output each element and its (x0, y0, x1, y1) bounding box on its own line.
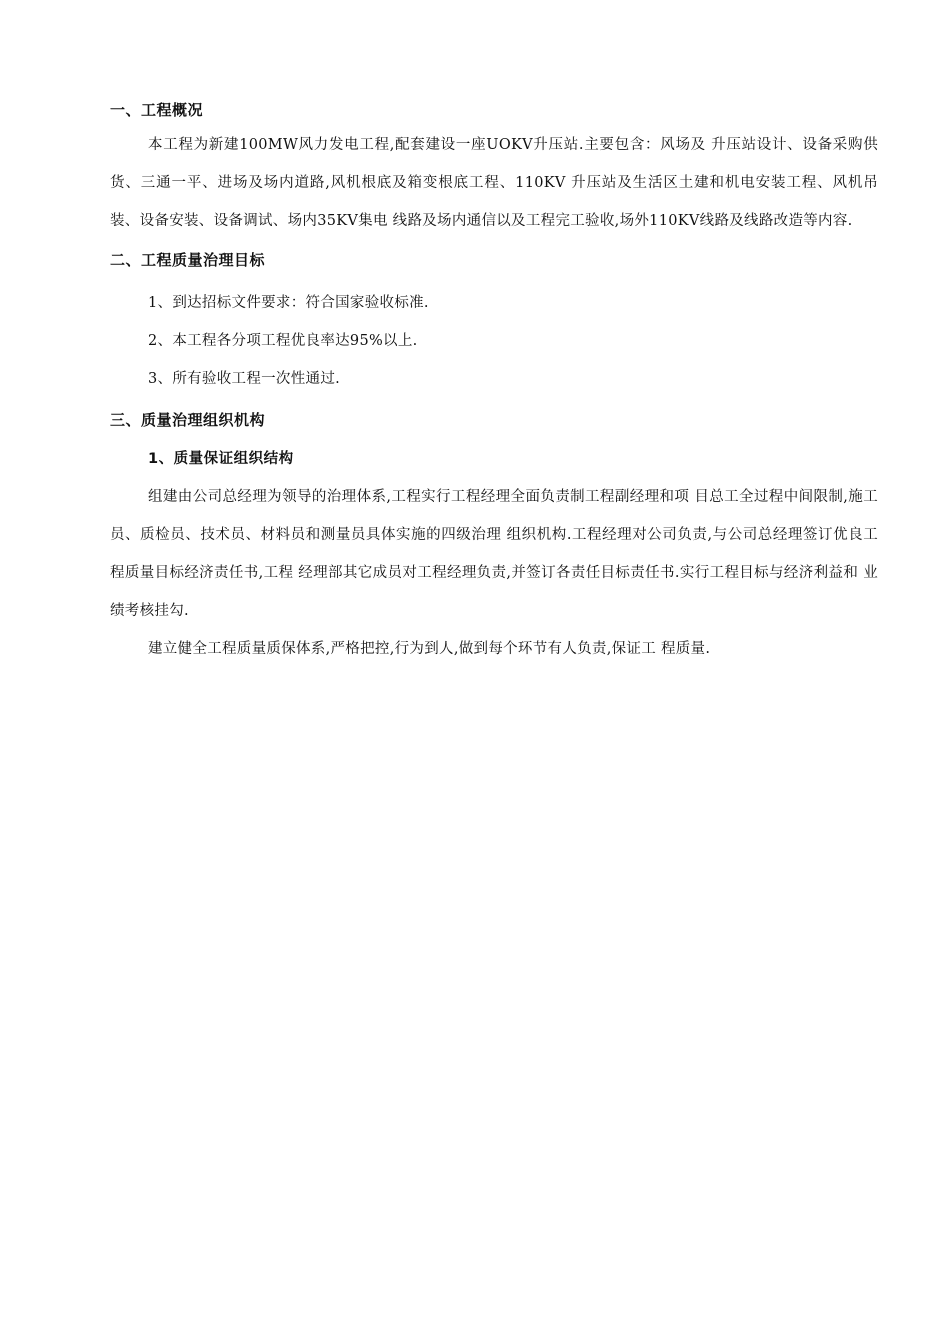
section-1-heading: 一、工程概况 (110, 101, 204, 119)
section-3-subheading: 1、质量保证组织结构 (148, 451, 294, 467)
document-page (110, 96, 878, 668)
goal-item-3: 3、所有验收工程一次性通过. (148, 371, 341, 387)
goal-item-2: 2、本工程各分项工程优良率达95%以上. (148, 333, 418, 349)
section-3-paragraph-2: 建立健全工程质量质保体系,严格把控,行为到人,做到每个环节有人负责,保证工 程质量. (148, 641, 711, 657)
section-3-heading: 三、质量治理组织机构 (110, 411, 266, 429)
section-1-paragraph: 本工程为新建100MW风力发电工程,配套建设一座UOKV升压站.主要包含：风场及 升压站设计、设备采购供货、三通一平、进场及场内道路,风机根底及箱变根底工程、110KV 升压站及生活区土建和机电安装工程、风机吊装、设备安装、设备调试、场内35KV集电 线路及场内通信以及工程完工验收,场外110KV线路及线路改造等内容. (110, 137, 878, 229)
section-3-paragraph-1: 组建由公司总经理为领导的治理体系,工程实行工程经理全面负责制工程副经理和项 目总工全过程中间限制,施工员、质检员、技术员、材料员和测量员具体实施的四级治理 组织机构.工程经理对公司负责,与公司总经理签订优良工程质量目标经济责任书,工程 经理部其它成员对工程经理负责,并签订各责任目标责任书.实行工程目标与经济利益和 业绩考核挂勾. (110, 489, 878, 619)
goal-item-1: 1、到达招标文件要求：符合国家验收标准. (148, 295, 429, 311)
section-2-heading: 二、工程质量治理目标 (110, 251, 266, 269)
